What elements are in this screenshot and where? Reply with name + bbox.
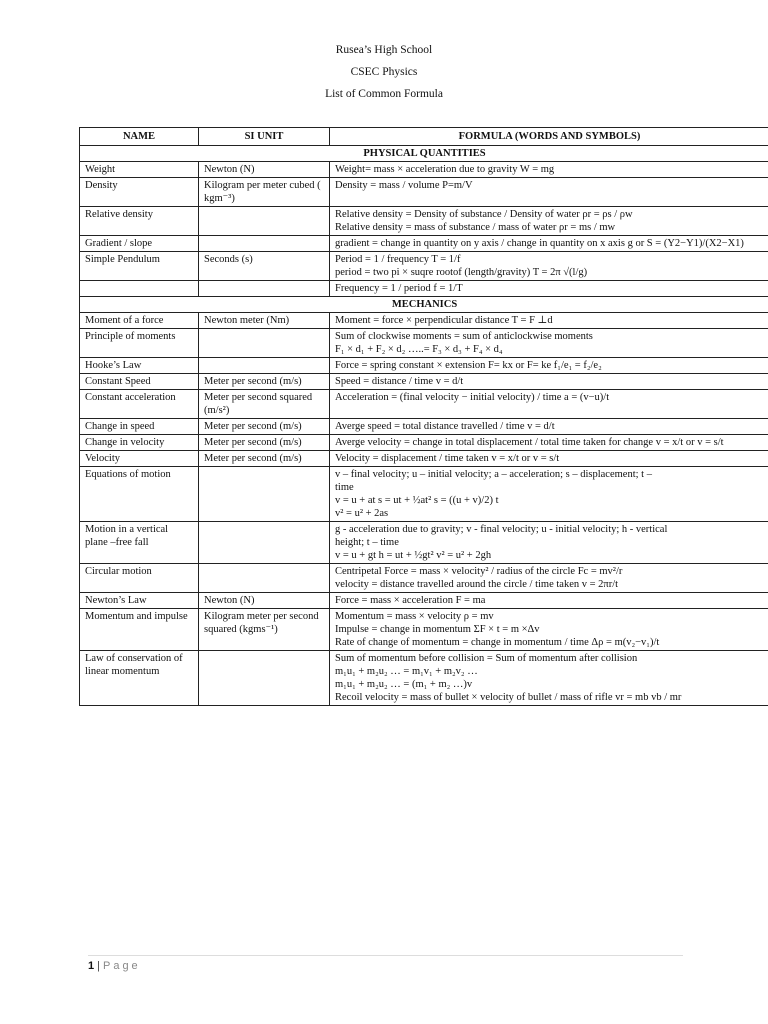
- table-row: [80, 236, 768, 252]
- formula-line: Impulse = change in momentum ΣF × t = m ×Δv: [335, 624, 540, 635]
- si-unit-cell: Meter per second (m/s): [199, 419, 330, 435]
- table-row: [80, 358, 768, 374]
- quantity-name-cell: Newton’s Law: [80, 593, 199, 609]
- table-row: [80, 609, 768, 651]
- table-row: [80, 207, 768, 236]
- si-unit-cell: Newton (N): [199, 593, 330, 609]
- formula-line: Momentum = mass × velocity ρ = mv: [335, 611, 494, 622]
- table-header-row: [80, 128, 768, 146]
- table-row: [80, 178, 768, 207]
- formula-line: velocity = distance travelled around the circle / time taken v = 2πr/t: [335, 579, 619, 590]
- formula-cell: [330, 467, 768, 522]
- si-unit-cell: [199, 236, 330, 252]
- formula-line: Density = mass / volume P=m/V: [335, 180, 473, 191]
- table-row: [80, 451, 768, 467]
- formula-line: F₁ × d₁ + F₂ × d₂ …..= F₃ × d₃ + F₄ × d₄: [335, 344, 503, 355]
- formula-cell: [330, 207, 768, 236]
- si-unit-cell: Newton meter (Nm): [199, 313, 330, 329]
- quantity-name-cell: Density: [80, 178, 199, 207]
- quantity-name-cell: Change in speed: [80, 419, 199, 435]
- formula-line: Moment = force × perpendicular distance T = F ⊥d: [335, 315, 553, 326]
- formula-line: m₁u₁ + m₂u₂ … = m₁v₁ + m₂v₂ …: [335, 666, 478, 677]
- quantity-name-cell: Equations of motion: [80, 467, 199, 522]
- school-name: Rusea’s High School: [335, 44, 433, 56]
- si-unit-cell: [199, 358, 330, 374]
- formula-cell: [330, 329, 768, 358]
- footer-rule: [88, 955, 683, 956]
- page-footer: [88, 960, 141, 972]
- si-unit-cell: Meter per second (m/s): [199, 374, 330, 390]
- section-heading: PHYSICAL QUANTITIES: [80, 146, 768, 162]
- formula-line: Relative density = Density of substance / Density of water ρr = ρs / ρw: [335, 209, 633, 220]
- column-header-formula: FORMULA (WORDS AND SYMBOLS): [330, 128, 768, 146]
- table-row: [80, 252, 768, 281]
- formula-table: [79, 127, 768, 706]
- quantity-name-cell: Hooke’s Law: [80, 358, 199, 374]
- quantity-name-cell: Momentum and impulse: [80, 609, 199, 651]
- quantity-name-cell: Constant Speed: [80, 374, 199, 390]
- quantity-name-cell: Moment of a force: [80, 313, 199, 329]
- table-row: [80, 467, 768, 522]
- formula-line: v = u + gt h = ut + ½gt² v² = u² + 2gh: [335, 550, 492, 561]
- formula-cell: [330, 178, 768, 207]
- si-unit-cell: Meter per second (m/s): [199, 451, 330, 467]
- section-heading: MECHANICS: [80, 297, 768, 313]
- formula-cell: [330, 593, 768, 609]
- footer-separator: |: [97, 960, 100, 972]
- si-unit-cell: [199, 467, 330, 522]
- quantity-name-cell: Constant acceleration: [80, 390, 199, 419]
- table-row: [80, 522, 768, 564]
- formula-line: Velocity = displacement / time taken v = x/t or v = s/t: [335, 453, 560, 464]
- formula-line: Frequency = 1 / period f = 1/T: [335, 283, 463, 294]
- quantity-name-cell: Change in velocity: [80, 435, 199, 451]
- column-header-name: NAME: [80, 128, 199, 146]
- formula-cell: [330, 435, 768, 451]
- si-unit-cell: [199, 281, 330, 297]
- section-row: [80, 297, 768, 313]
- quantity-name-cell: Gradient / slope: [80, 236, 199, 252]
- quantity-name-cell: Velocity: [80, 451, 199, 467]
- formula-line: Period = 1 / frequency T = 1/f: [335, 254, 461, 265]
- formula-cell: [330, 236, 768, 252]
- formula-cell: [330, 390, 768, 419]
- subject-title: CSEC Physics: [350, 66, 418, 78]
- si-unit-cell: [199, 522, 330, 564]
- table-row: [80, 374, 768, 390]
- formula-cell: [330, 419, 768, 435]
- quantity-name-cell: [80, 281, 199, 297]
- formula-cell: [330, 374, 768, 390]
- quantity-name-cell: Weight: [80, 162, 199, 178]
- column-header-si-unit: SI UNIT: [199, 128, 330, 146]
- table-row: [80, 329, 768, 358]
- formula-line: Averge speed = total distance travelled / time v = d/t: [335, 421, 555, 432]
- formula-cell: [330, 651, 768, 706]
- formula-line: Force = mass × acceleration F = ma: [335, 595, 486, 606]
- si-unit-cell: Newton (N): [199, 162, 330, 178]
- formula-line: Recoil velocity = mass of bullet × velocity of bullet / mass of rifle vr = mb vb / mr: [335, 692, 682, 703]
- formula-line: Speed = distance / time v = d/t: [335, 376, 464, 387]
- quantity-name-cell: Law of conservation of linear momentum: [80, 651, 199, 706]
- formula-line: Rate of change of momentum = change in momentum / time Δρ = m(v₂−v₁)/t: [335, 637, 660, 648]
- table-row: [80, 564, 768, 593]
- table-row: [80, 593, 768, 609]
- quantity-name-cell: Relative density: [80, 207, 199, 236]
- page-label: Page: [102, 960, 141, 972]
- formula-line: Force = spring constant × extension F= kx or F= ke f₁/e₁ = f₂/e₂: [335, 360, 602, 371]
- formula-line: Averge velocity = change in total displacement / total time taken for change v = x/t or v = s/t: [335, 437, 724, 448]
- si-unit-cell: [199, 564, 330, 593]
- si-unit-cell: [199, 651, 330, 706]
- si-unit-cell: Kilogram meter per second squared (kgms⁻¹): [199, 609, 330, 651]
- formula-line: period = two pi × suqre rootof (length/gravity) T = 2π √(l/g): [335, 267, 588, 278]
- formula-cell: [330, 564, 768, 593]
- formula-cell: [330, 252, 768, 281]
- formula-line: v = u + at s = ut + ½at² s = ((u + v)/2) t: [335, 495, 499, 506]
- formula-line: gradient = change in quantity on y axis / change in quantity on x axis g or S = (Y2−Y1)/(X2−X1): [335, 238, 744, 249]
- formula-line: Acceleration = (final velocity − initial velocity) / time a = (v−u)/t: [335, 392, 610, 403]
- formula-line: Sum of clockwise moments = sum of anticlockwise moments: [335, 331, 593, 342]
- quantity-name-cell: Principle of moments: [80, 329, 199, 358]
- si-unit-cell: Meter per second squared (m/s²): [199, 390, 330, 419]
- si-unit-cell: Meter per second (m/s): [199, 435, 330, 451]
- table-body: [80, 146, 768, 706]
- si-unit-cell: [199, 329, 330, 358]
- page-number: 1: [88, 960, 95, 972]
- formula-cell: [330, 162, 768, 178]
- table-row: [80, 651, 768, 706]
- table-row: [80, 390, 768, 419]
- formula-line: Relative density = mass of substance / mass of water ρr = ms / mw: [335, 222, 616, 233]
- formula-line: g - acceleration due to gravity; v - final velocity; u - initial velocity; h - vertical: [335, 524, 668, 535]
- formula-cell: [330, 451, 768, 467]
- table-row: [80, 281, 768, 297]
- table-row: [80, 313, 768, 329]
- formula-line: Centripetal Force = mass × velocity² / radius of the circle Fc = mv²/r: [335, 566, 623, 577]
- formula-cell: [330, 281, 768, 297]
- table-row: [80, 162, 768, 178]
- si-unit-cell: [199, 207, 330, 236]
- si-unit-cell: Kilogram per meter cubed ( kgm⁻³): [199, 178, 330, 207]
- formula-line: v – final velocity; u – initial velocity; a – acceleration; s – displacement; t –: [335, 469, 652, 480]
- si-unit-cell: Seconds (s): [199, 252, 330, 281]
- quantity-name-cell: Simple Pendulum: [80, 252, 199, 281]
- quantity-name-cell: Circular motion: [80, 564, 199, 593]
- formula-line: m₁u₁ + m₂u₂ … = (m₁ + m₂ …)v: [335, 679, 473, 690]
- formula-line: Sum of momentum before collision = Sum of momentum after collision: [335, 653, 638, 664]
- table-row: [80, 419, 768, 435]
- formula-cell: [330, 522, 768, 564]
- formula-line: v² = u² + 2as: [335, 508, 389, 519]
- section-row: [80, 146, 768, 162]
- formula-line: Weight= mass × acceleration due to gravity W = mg: [335, 164, 555, 175]
- formula-cell: [330, 358, 768, 374]
- formula-line: time: [335, 482, 354, 493]
- formula-cell: [330, 313, 768, 329]
- formula-line: height; t – time: [335, 537, 399, 548]
- table-row: [80, 435, 768, 451]
- document-title: List of Common Formula: [325, 88, 443, 100]
- quantity-name-cell: Motion in a vertical plane –free fall: [80, 522, 199, 564]
- formula-cell: [330, 609, 768, 651]
